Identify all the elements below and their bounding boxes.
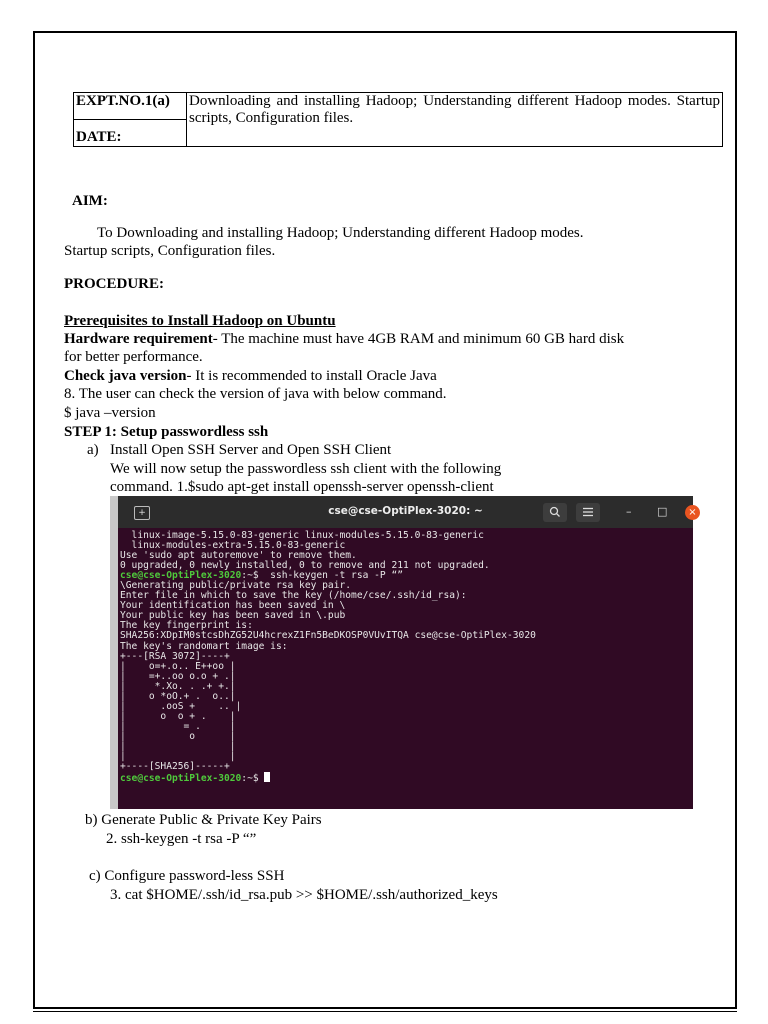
item-b-title: b) Generate Public & Private Key Pairs [85,812,322,828]
terminal-prompt: cse@cse-OptiPlex-3020 [120,773,242,785]
java-version-label: Check java version [64,368,187,384]
hardware-requirement-line-2: for better performance. [64,349,203,365]
hardware-requirement-text: - The machine must have 4GB RAM and minimum 60 GB hard disk [212,331,625,347]
expt-no-label: EXPT.NO.1(a) [74,93,187,120]
terminal-line-text: Use 'sudo apt autoremove' to remove them. [120,550,357,562]
terminal-line-text: | *.Xo. . .+ +.| [120,680,236,692]
step-1-heading: STEP 1: Setup passwordless ssh [64,424,269,440]
terminal-line [118,772,693,785]
terminal-cursor [264,772,270,782]
terminal-line-text: The key's randomart image is: [120,640,288,652]
experiment-header-table [73,92,723,147]
item-a-line-2: We will now setup the passwordless ssh client with the following [110,461,502,477]
aim-heading: AIM: [72,193,108,209]
item-a-line-3: command. 1.$sudo apt-get install openssh-server openssh-client [110,479,494,495]
hardware-requirement-label: Hardware requirement [64,331,213,347]
hamburger-menu-icon[interactable] [576,503,600,522]
terminal-line-text: +----[SHA256]-----+ [120,761,230,773]
terminal-line-text: :~$ ssh-keygen -t rsa -P “” [241,570,404,582]
maximize-button[interactable]: □ [657,505,668,518]
terminal-line-text: | o *oO.+ . o..| [120,690,236,702]
terminal-line-text: Enter file in which to save the key (/home/cse/.ssh/id_rsa): [120,590,467,602]
item-b-command: 2. ssh-keygen -t rsa -P “” [106,831,257,847]
terminal-line-text: The key fingerprint is: [120,620,253,632]
terminal-line [118,762,693,772]
java-version-line-2: 8. The user can check the version of java with below command. [64,386,447,402]
date-label: DATE: [74,120,187,147]
terminal-line-text: \Generating public/private rsa key pair. [120,580,352,592]
terminal-titlebar [118,496,697,528]
terminal-line-text: | o=+.o.. E++oo | [120,660,236,672]
terminal-output [118,530,693,785]
terminal-line-text: linux-image-5.15.0-83-generic linux-modules-5.15.0-83-generic [120,530,484,541]
prerequisites-heading: Prerequisites to Install Hadoop on Ubuntu [64,313,336,329]
terminal-line-text: | o | [120,730,236,742]
aim-line-2: Startup scripts, Configuration files. [64,243,276,259]
close-button[interactable]: × [685,505,700,520]
terminal-line-text: | | [120,751,236,763]
item-c-title: c) Configure password-less SSH [89,868,285,884]
terminal-line-text: Your public key has been saved in \.pub [120,610,346,622]
minimize-button[interactable]: – [626,505,632,518]
item-a-title: Install Open SSH Server and Open SSH Client [110,442,392,458]
terminal-prompt: cse@cse-OptiPlex-3020 [120,570,242,582]
procedure-heading: PROCEDURE: [64,276,164,292]
terminal-line-text: 0 upgraded, 0 newly installed, 0 to remove and 211 not upgraded. [120,560,490,572]
aim-line-1: To Downloading and installing Hadoop; Understanding different Hadoop modes. [97,225,584,241]
terminal-screenshot [110,496,697,809]
experiment-title: Downloading and installing Hadoop; Understanding different Hadoop modes. Startup scripts, Configuration files. [187,93,723,147]
java-version-command: $ java –version [64,405,156,421]
new-tab-icon[interactable]: + [134,506,150,520]
terminal-line-text: SHA256:XDpIM0stcsDhZG52U4hcrexZ1Fn5BeDKOSP0VUvITQA cse@cse-OptiPlex-3020 [120,630,536,642]
terminal-line-text: Your identification has been saved in \ [120,600,346,612]
terminal-line-text: +---[RSA 3072]----+ [120,650,230,662]
java-version-line [64,367,437,386]
terminal-line-text: | | [120,740,236,752]
terminal-title: cse@cse-OptiPlex-3020: ~ [328,505,483,517]
terminal-line-text: linux-modules-extra-5.15.0-83-generic [120,540,346,552]
terminal-line-text: | =+..oo o.o + .| [120,670,236,682]
terminal-line-text: | .ooS + .. | [120,700,242,712]
page-bottom-rule [33,1011,737,1012]
terminal-line-text: :~$ [241,773,265,785]
hardware-requirement-line [64,330,624,349]
java-version-text: - It is recommended to install Oracle Java [186,368,437,384]
search-icon[interactable] [543,503,567,522]
item-c-command: 3. cat $HOME/.ssh/id_rsa.pub >> $HOME/.ssh/authorized_keys [110,887,498,903]
item-a-marker: a) [87,442,99,458]
terminal-left-strip [110,496,118,809]
terminal-line-text: | = . | [120,720,236,732]
terminal-line-text: | o o + . | [120,710,236,722]
